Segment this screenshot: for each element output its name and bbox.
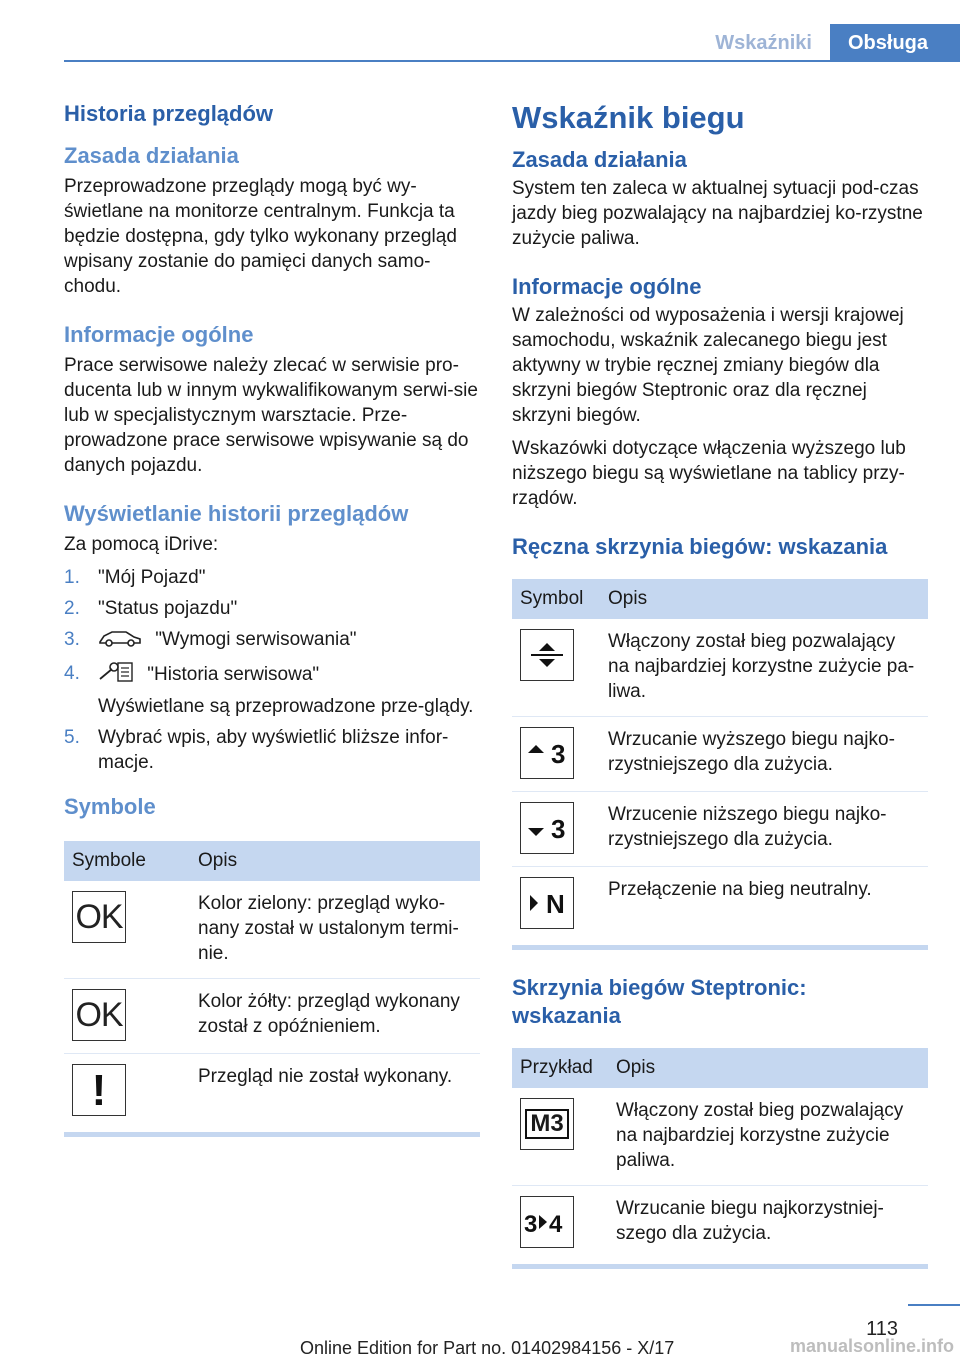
- list-item: [64, 661, 480, 719]
- step-text: "Mój Pojazd": [98, 567, 206, 588]
- table-row: [512, 1186, 928, 1267]
- heading-informacje-right: Informacje ogólne: [512, 274, 702, 299]
- table-row: [512, 792, 928, 867]
- gear-number: 3: [551, 814, 566, 844]
- row-description: Przełączenie na bieg neutralny.: [600, 867, 928, 948]
- text-informacje-right-2: Wskazówki dotyczące włączenia wyższego lub niższego biegu są wyświetlane na tablicy przy-rządów.: [512, 438, 906, 509]
- text-informacje-left: Prace serwisowe należy zlecać w serwisie pro-ducenta lub w innym wykwalifikowanym serwi-sie lub w specjalistycznym warsztacie. Prze-prowadzone prace serwisowe wpisywanie są do danych pojazdu.: [64, 355, 478, 476]
- shift-up-icon: [520, 727, 574, 779]
- column-header-opis: Opis: [600, 579, 928, 619]
- footer-divider: [908, 1304, 960, 1306]
- page-number: 113: [866, 1318, 898, 1340]
- symbol-text: OK: [75, 897, 123, 936]
- ok-green-icon: [72, 891, 126, 943]
- table-row: [64, 1054, 480, 1135]
- list-item: [64, 725, 480, 775]
- table-row: [512, 1088, 928, 1186]
- step-number: 3.: [64, 629, 80, 650]
- row-description: Wrzucanie biegu najkorzystniej-szego dla zużycia.: [608, 1186, 928, 1267]
- text-informacje-right-1: W zależności od wyposażenia i wersji krajowej samochodu, wskaźnik zalecanego biegu jest aktywny w trybie ręcznej zmiany biegów dla skrzyni biegów Steptronic oraz dla ręcznej skrzyni biegów.: [512, 305, 904, 426]
- car-icon: [98, 628, 142, 655]
- text-idrive-intro: Za pomocą iDrive:: [64, 534, 219, 555]
- heading-zasada-left: Zasada działania: [64, 143, 239, 168]
- page-title: Wskaźnik biegu: [512, 100, 745, 135]
- heading-informacje-left: Informacje ogólne: [64, 322, 254, 347]
- optimal-gear-icon: [520, 629, 574, 681]
- header-divider: [64, 60, 960, 62]
- heading-wyswietlanie: Wyświetlanie historii przeglądów: [64, 501, 409, 526]
- symbol-text: !: [91, 1065, 107, 1115]
- watermark: manualsonline.info: [789, 1336, 954, 1356]
- heading-zasada-right: Zasada działania: [512, 147, 687, 172]
- step-text: Wybrać wpis, aby wyświetlić bliższe infor-macje.: [98, 727, 449, 773]
- ok-yellow-icon: [72, 989, 126, 1041]
- shift-3-to-4-icon: [520, 1196, 574, 1248]
- m3-gear-icon: [520, 1098, 574, 1150]
- gear-letter: N: [546, 889, 565, 919]
- table-row: [512, 717, 928, 792]
- left-column: [64, 100, 480, 1137]
- column-header-symbole: Symbole: [64, 841, 190, 881]
- steps-list: [64, 565, 480, 775]
- tab-obsluga[interactable]: Obsługa: [830, 24, 960, 62]
- column-header-opis: Opis: [190, 841, 480, 881]
- text-zasada-right: System ten zaleca w aktualnej sytuacji pod-czas jazdy bieg pozwalający na najbardziej ko-rzystne zużycie paliwa.: [512, 178, 923, 249]
- gear-to: 4: [549, 1211, 563, 1238]
- gear-number: 3: [551, 739, 566, 769]
- row-description: Włączony został bieg pozwalający na najbardziej korzystne zużycie pa-liwa.: [600, 619, 928, 717]
- list-item: [64, 565, 480, 590]
- list-item: [64, 596, 480, 621]
- text-zasada-left: Przeprowadzone przeglądy mogą być wy-świetlane na monitorze centralnym. Funkcja ta będzie dostępna, gdy tylko wykonany przegląd wpisany zostanie do pamięci danych samo-chodu.: [64, 176, 457, 297]
- edition-text: Online Edition for Part no. 01402984156 - X/17: [300, 1338, 675, 1358]
- table-header: [64, 841, 480, 881]
- step-subtext: Wyświetlane są przeprowadzone prze-glądy.: [98, 696, 474, 717]
- step-text: "Status pojazdu": [98, 598, 238, 619]
- symbol-text: OK: [75, 995, 123, 1034]
- row-description: Kolor żółty: przegląd wykonany został z opóźnieniem.: [190, 979, 480, 1054]
- gear-from: 3: [524, 1211, 538, 1238]
- column-header-opis: Opis: [608, 1048, 928, 1088]
- row-description: Kolor zielony: przegląd wyko-nany został w ustalonym termi-nie.: [190, 881, 480, 979]
- section-title-historia: Historia przeglądów: [64, 101, 274, 126]
- heading-steptronic: Skrzynia biegów Steptronic: wskazania: [512, 975, 807, 1028]
- step-number: 1.: [64, 567, 80, 588]
- step-text: "Historia serwisowa": [147, 664, 320, 685]
- table-row: [512, 619, 928, 717]
- column-header-przyklad: Przykład: [512, 1048, 608, 1088]
- service-history-icon: [98, 661, 134, 690]
- row-description: Wrzucanie wyższego biegu najko-rzystniejszego dla zużycia.: [600, 717, 928, 792]
- table-row: [64, 979, 480, 1054]
- shift-down-icon: [520, 802, 574, 854]
- heading-reczna: Ręczna skrzynia biegów: wskazania: [512, 534, 888, 559]
- table-header: [512, 1048, 928, 1088]
- header-tabs: [697, 24, 960, 62]
- row-description: Wrzucenie niższego biegu najko-rzystniejszego dla zużycia.: [600, 792, 928, 867]
- gear-label: M3: [525, 1109, 568, 1139]
- table-row: [512, 867, 928, 948]
- right-column: [512, 100, 928, 1269]
- manual-gearbox-table: [512, 579, 928, 950]
- row-description: Przegląd nie został wykonany.: [190, 1054, 480, 1135]
- step-number: 2.: [64, 598, 80, 619]
- steptronic-table: [512, 1048, 928, 1269]
- exclamation-icon: [72, 1064, 126, 1116]
- step-number: 5.: [64, 727, 80, 748]
- tab-wskazniki[interactable]: Wskaźniki: [715, 32, 812, 54]
- column-header-symbol: Symbol: [512, 579, 600, 619]
- symbols-table: [64, 841, 480, 1137]
- row-description: Włączony został bieg pozwalający na najbardziej korzystne zużycie paliwa.: [608, 1088, 928, 1186]
- table-header: [512, 579, 928, 619]
- heading-symbole: Symbole: [64, 794, 156, 819]
- table-row: [64, 881, 480, 979]
- list-item: [64, 627, 480, 655]
- step-number: 4.: [64, 663, 80, 684]
- step-text: "Wymogi serwisowania": [155, 629, 357, 650]
- neutral-gear-icon: [520, 877, 574, 929]
